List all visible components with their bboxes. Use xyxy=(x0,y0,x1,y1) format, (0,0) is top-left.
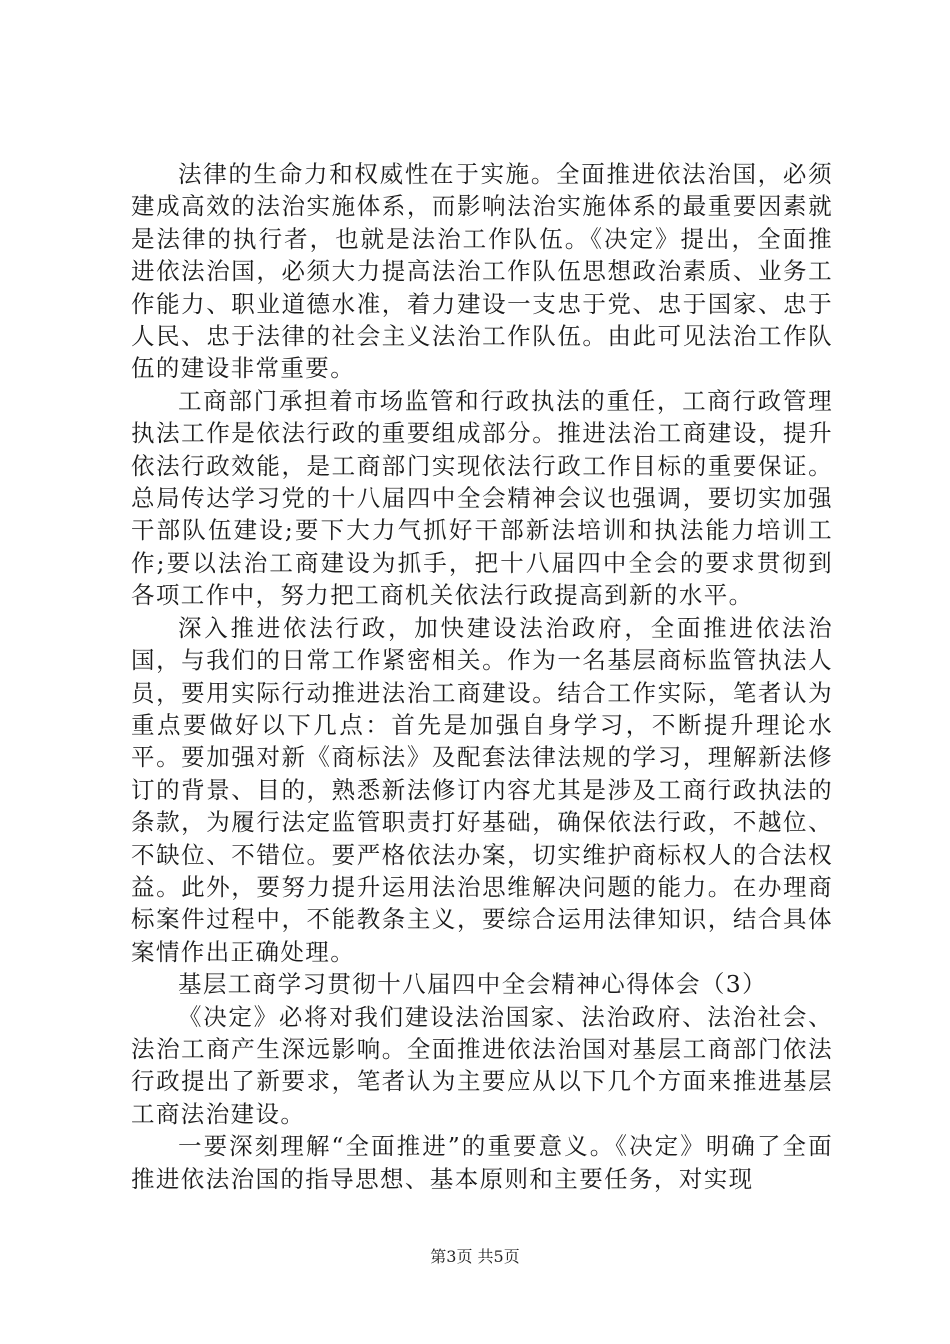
page-number-footer: 第3页 共5页 xyxy=(430,1247,520,1266)
section-heading: 基层工商学习贯彻十八届四中全会精神心得体会（3） xyxy=(178,970,768,999)
paragraph-4: 《决定》必将对我们建设法治国家、法治政府、法治社会、法治工商产生深远影响。全面推进依法治国对基层工商部门依法行政提出了新要求，笔者认为主要应从以下几个方面来推进基层工商法治建设。 xyxy=(131,1002,833,1128)
paragraph-2: 工商部门承担着市场监管和行政执法的重任，工商行政管理执法工作是依法行政的重要组成部分。推进法治工商建设，提升依法行政效能，是工商部门实现依法行政工作目标的重要保证。总局传达学习党的十八届四中全会精神会议也强调，要切实加强干部队伍建设;要下大力气抓好干部新法培训和执法能力培训工作;要以法治工商建设为抓手，把十八届四中全会的要求贯彻到各项工作中，努力把工商机关依法行政提高到新的水平。 xyxy=(131,386,833,610)
document-body xyxy=(131,158,833,1195)
paragraph-5: 一要深刻理解“全面推进”的重要意义。《决定》明确了全面推进依法治国的指导思想、基本原则和主要任务，对实现 xyxy=(131,1132,833,1193)
paragraph-3: 深入推进依法行政，加快建设法治政府，全面推进依法治国，与我们的日常工作紧密相关。作为一名基层商标监管执法人员，要用实际行动推进法治工商建设。结合工作实际，笔者认为重点要做好以下几点：首先是加强自身学习，不断提升理论水平。要加强对新《商标法》及配套法律法规的学习，理解新法修订的背景、目的，熟悉新法修订内容尤其是涉及工商行政执法的条款，为履行法定监管职责打好基础，确保依法行政，不越位、不缺位、不错位。要严格依法办案，切实维护商标权人的合法权益。此外，要努力提升运用法治思维解决问题的能力。在办理商标案件过程中，不能教条主义，要综合运用法律知识，结合具体案情作出正确处理。 xyxy=(131,613,833,966)
paragraph-1: 法律的生命力和权威性在于实施。全面推进依法治国，必须建成高效的法治实施体系，而影响法治实施体系的最重要因素就是法律的执行者，也就是法治工作队伍。《决定》提出，全面推进依法治国，必须大力提高法治工作队伍思想政治素质、业务工作能力、职业道德水准，着力建设一支忠于党、忠于国家、忠于人民、忠于法律的社会主义法治工作队伍。由此可见法治工作队伍的建设非常重要。 xyxy=(131,160,833,383)
